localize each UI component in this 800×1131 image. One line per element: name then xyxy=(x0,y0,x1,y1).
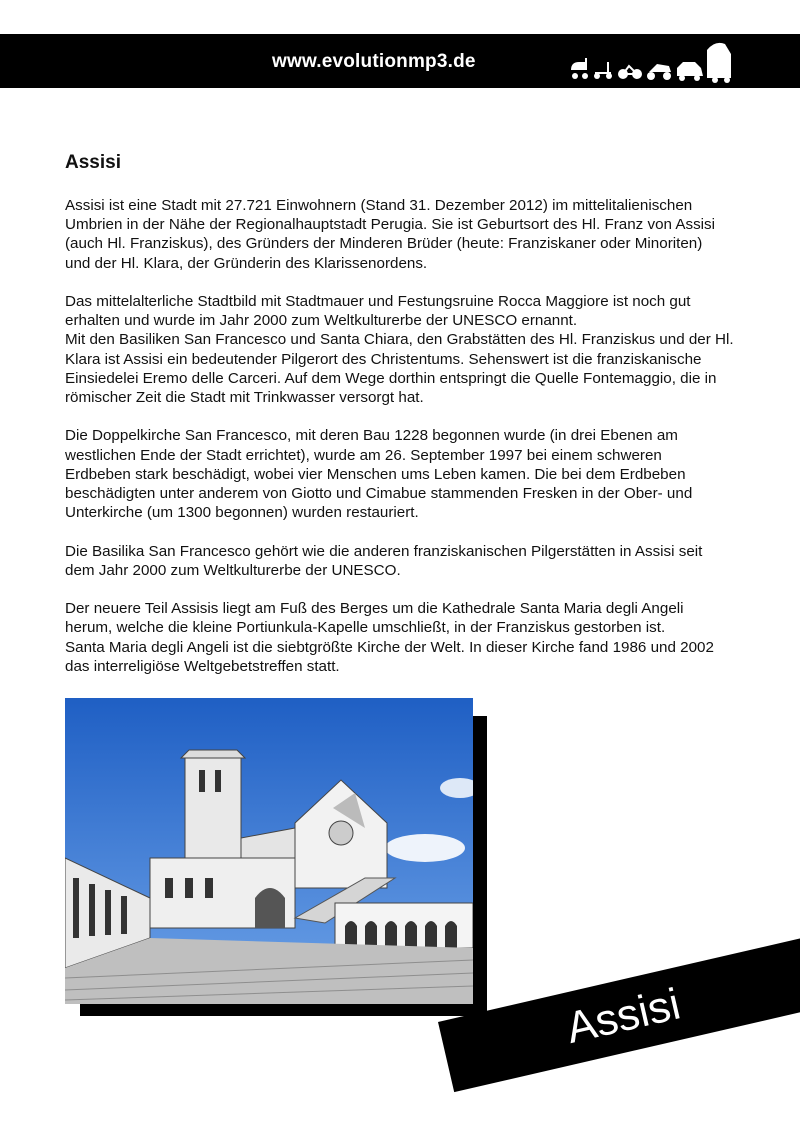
paragraph: Die Basilika San Francesco gehört wie die anderen franziskanischen Pilgerstätten in Assisi seit dem Jahr 2000 zum Weltkulturerbe der UNESCO. xyxy=(65,542,703,579)
vehicles-logo xyxy=(565,36,735,86)
label-text: Assisi xyxy=(561,979,685,1054)
article-body xyxy=(65,196,785,695)
site-url[interactable]: www.evolutionmp3.de xyxy=(272,51,476,72)
paragraph: Assisi ist eine Stadt mit 27.721 Einwohnern (Stand 31. Dezember 2012) im mittelitalienischen Umbrien in der Nähe der Regionalhauptstadt Perugia. Sie ist Geburtsort des Hl. Franz von Assisi (auch Hl. Franziskus), des Gründers der Minderen Brüder (heute: Franziskaner oder Minoriten) und der Hl. Klara, der Gründerin des Klarissenordens. xyxy=(65,197,716,272)
paragraph: Das mittelalterliche Stadtbild mit Stadtmauer und Festungsruine Rocca Maggiore ist noch gut erhalten und wurde im Jahr 2000 zum Weltkulturerbe der UNESCO ernannt. Mit den Basiliken San Francesco und Santa Chiara, den Grabstätten des Hl. Franziskus und der Hl. Klara ist Assisi ein bedeutender Pilgerort des Christentums. Sehenswert ist die franziskanische Einsiedelei Eremo delle Carceri. Auf dem Wege dorthin entspringt die Quelle Fontemaggio, die in römischer Zeit die Stadt mit Trinkwasser versorgt hat. xyxy=(65,293,734,407)
page-title: Assisi xyxy=(65,152,121,173)
paragraph: Die Doppelkirche San Francesco, mit deren Bau 1228 begonnen wurde (in drei Ebenen am westlichen Ende der Stadt errichtet), wurde am 26. September 1997 bei einem schweren Erdbeben stark beschädigt, wobei vier Menschen ums Leben kamen. Die bei dem Erdbeben beschädigten unter anderem von Giotto und Cimabue stammenden Fresken in der Ober- und Unterkirche (um 1300 begonnen) wurden restauriert. xyxy=(65,427,693,522)
basilica-photo xyxy=(65,698,473,1004)
paragraph: Der neuere Teil Assisis liegt am Fuß des Berges um die Kathedrale Santa Maria degli Angeli herum, welche die kleine Portiunkula-Kapelle umschließt, in der Franziskus gestorben ist. Santa Maria degli Angeli ist die siebtgrößte Kirche der Welt. In dieser Kirche fand 1986 und 2002 das interreligiöse Weltgebetstreffen statt. xyxy=(65,600,714,675)
